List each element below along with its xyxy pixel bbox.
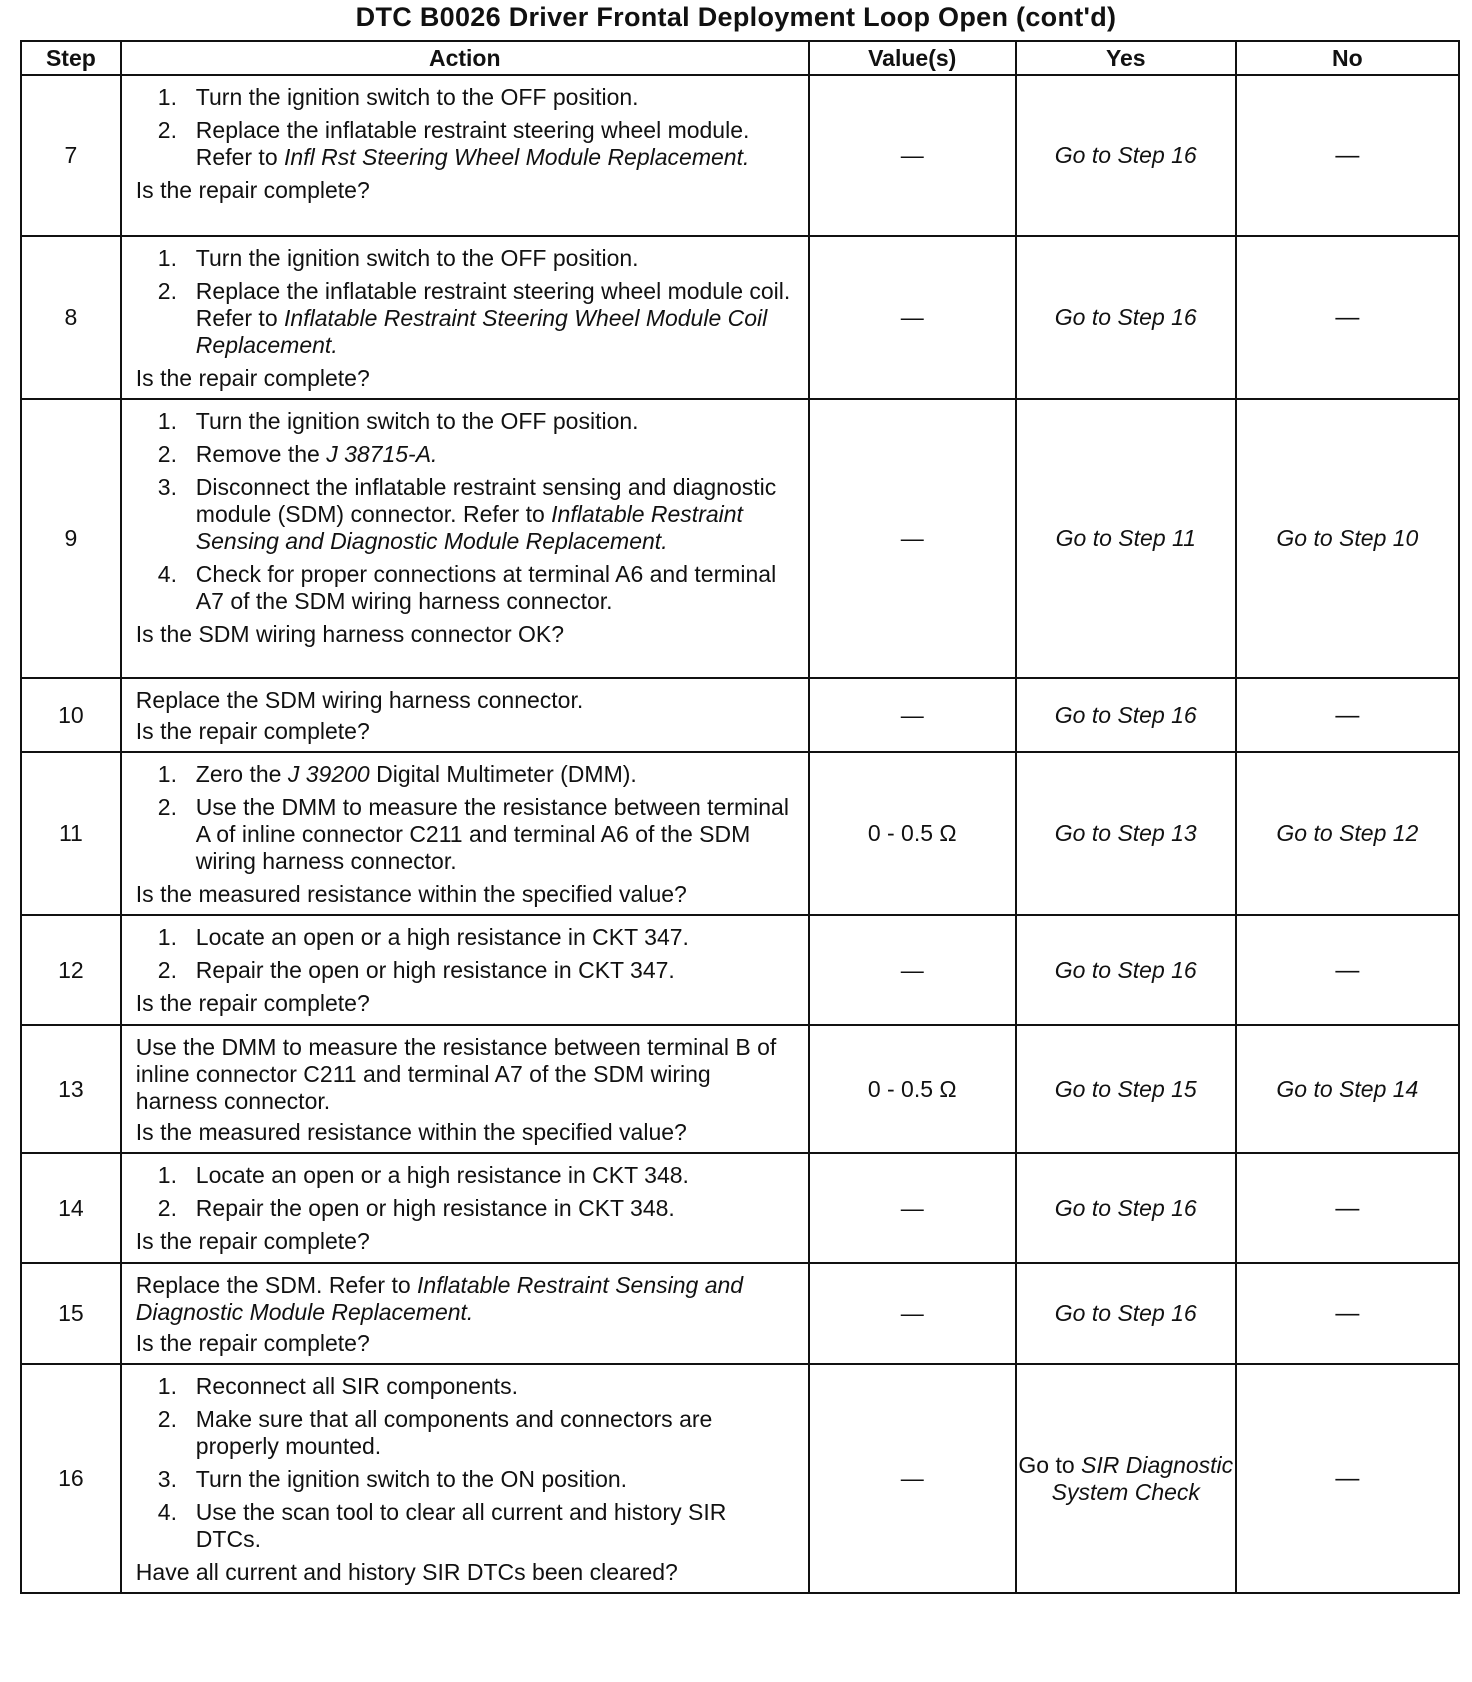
action-step-text	[196, 84, 639, 110]
action-text	[136, 1034, 798, 1115]
italic-reference: Infl Rst Steering Wheel Module Replacement.	[284, 144, 750, 170]
value-cell: —	[809, 399, 1016, 678]
action-text	[136, 1272, 798, 1326]
action-step	[136, 794, 798, 875]
yes-cell	[1016, 1364, 1236, 1593]
yes-cell	[1016, 915, 1236, 1025]
italic-reference: Inflatable Restraint Sensing and Diagnostic Module Replacement.	[135, 1272, 744, 1325]
action-step	[136, 1162, 798, 1189]
column-header-yes: Yes	[1016, 41, 1236, 75]
text-run: Go to	[1018, 1451, 1082, 1478]
value-cell: —	[809, 1364, 1016, 1593]
no-cell	[1236, 399, 1459, 678]
action-step-text	[196, 1373, 518, 1399]
no-text: —	[1335, 701, 1360, 729]
text-run: Turn the ignition switch to the OFF position.	[195, 84, 639, 110]
italic-reference: Inflatable Restraint Steering Wheel Module Coil Replacement.	[195, 305, 768, 358]
table-row	[21, 752, 1459, 915]
column-header-no: No	[1236, 41, 1459, 75]
action-question: Have all current and history SIR DTCs been cleared?	[135, 1559, 678, 1585]
action-cell	[121, 1364, 809, 1593]
action-step	[136, 761, 798, 788]
action-step-text	[196, 794, 789, 874]
no-text: —	[1335, 1194, 1360, 1222]
no-text: —	[1335, 956, 1360, 984]
no-cell	[1236, 678, 1459, 752]
action-question: Is the repair complete?	[135, 365, 370, 391]
action-step-number: 2.	[157, 117, 177, 143]
yes-text: Go to Step 16	[1054, 142, 1197, 168]
action-step-number: 2.	[157, 441, 177, 467]
value-cell: —	[809, 915, 1016, 1025]
text-run: Turn the ignition switch to the OFF position.	[195, 408, 639, 434]
table-row	[21, 915, 1459, 1025]
action-cell	[121, 1025, 809, 1153]
step-number: 15	[21, 1263, 121, 1364]
action-step-text	[196, 245, 639, 271]
text-run: Replace the inflatable restraint steering wheel module. Refer to	[195, 117, 750, 170]
action-steps-list	[136, 924, 798, 984]
no-text: —	[1335, 1300, 1360, 1327]
column-header-step: Step	[21, 41, 121, 75]
italic-reference: J 38715-A.	[326, 441, 438, 467]
action-step	[136, 474, 798, 555]
action-step	[136, 1195, 798, 1222]
no-cell	[1236, 1364, 1459, 1593]
action-step-text	[196, 1195, 675, 1221]
text-run: Turn the ignition switch to the OFF position.	[195, 245, 639, 271]
text-run: Use the DMM to measure the resistance between terminal A of inline connector C211 and terminal A6 of the SDM wiring harness connector.	[195, 794, 789, 874]
action-cell	[121, 752, 809, 915]
action-step-number: 2.	[157, 794, 177, 820]
step-number: 10	[21, 678, 121, 752]
action-step-text	[196, 408, 639, 434]
step-number: 11	[21, 752, 121, 915]
action-question: Is the repair complete?	[135, 1330, 370, 1356]
italic-reference: Inflatable Restraint Sensing and Diagnostic Module Replacement.	[195, 501, 743, 554]
action-steps-list	[136, 1162, 798, 1222]
text-run: Remove the	[195, 441, 327, 467]
action-step-number: 4.	[157, 561, 177, 587]
column-header-action: Action	[121, 41, 809, 75]
action-steps-list	[136, 245, 798, 359]
action-step-number: 1.	[157, 1373, 177, 1399]
text-run: Locate an open or a high resistance in CKT 347.	[195, 924, 689, 950]
action-step-number: 1.	[157, 408, 177, 434]
table-row	[21, 399, 1459, 678]
action-question: Is the measured resistance within the specified value?	[135, 1119, 687, 1145]
yes-cell	[1016, 75, 1236, 236]
action-step	[136, 117, 798, 171]
text-run: Repair the open or high resistance in CKT 348.	[195, 1195, 675, 1221]
no-text: —	[1335, 142, 1360, 169]
action-step	[136, 441, 798, 468]
action-step-text	[196, 561, 776, 614]
action-step-number: 4.	[157, 1499, 177, 1525]
action-step	[136, 924, 798, 951]
no-text: —	[1335, 304, 1360, 331]
no-cell	[1236, 236, 1459, 399]
action-steps-list	[136, 761, 798, 875]
action-step-number: 1.	[157, 245, 177, 271]
text-run: Zero the	[195, 761, 288, 787]
action-cell	[121, 678, 809, 752]
step-number: 14	[21, 1153, 121, 1263]
yes-cell	[1016, 399, 1236, 678]
action-step	[136, 1466, 798, 1493]
action-step-text	[196, 761, 637, 787]
value-cell: —	[809, 75, 1016, 236]
action-cell	[121, 236, 809, 399]
yes-text: Go to Step 15	[1054, 1075, 1197, 1102]
no-text: Go to Step 12	[1276, 820, 1419, 846]
step-number: 9	[21, 399, 121, 678]
table-row	[21, 1364, 1459, 1593]
table-row	[21, 678, 1459, 752]
action-step-number: 2.	[157, 1195, 177, 1221]
no-cell	[1236, 1263, 1459, 1364]
text-run: Check for proper connections at terminal A6 and terminal A7 of the SDM wiring harness connector.	[195, 561, 777, 614]
page-title: DTC B0026 Driver Frontal Deployment Loop Open (cont'd)	[355, 2, 1117, 32]
yes-cell	[1016, 678, 1236, 752]
action-cell	[121, 75, 809, 236]
no-cell	[1236, 915, 1459, 1025]
action-step	[136, 561, 798, 615]
text-run: Use the DMM to measure the resistance between terminal B of inline connector C211 and terminal A7 of the SDM wiring harness connector.	[135, 1034, 777, 1114]
text-run: Make sure that all components and connectors are properly mounted.	[195, 1406, 713, 1459]
yes-text: Go to Step 16	[1054, 304, 1197, 330]
step-number: 13	[21, 1025, 121, 1153]
action-steps-list	[136, 1373, 798, 1553]
table-row	[21, 1025, 1459, 1153]
action-step-number: 2.	[157, 1406, 177, 1432]
action-step	[136, 245, 798, 272]
action-step-number: 1.	[157, 924, 177, 950]
action-step-text	[196, 1499, 727, 1552]
no-text: Go to Step 14	[1276, 1075, 1419, 1102]
yes-cell	[1016, 1153, 1236, 1263]
yes-cell	[1016, 1025, 1236, 1153]
step-number: 12	[21, 915, 121, 1025]
action-step	[136, 957, 798, 984]
no-text: Go to Step 10	[1276, 525, 1419, 551]
text-run: Reconnect all SIR components.	[195, 1373, 518, 1399]
action-step-text	[196, 957, 675, 983]
diagnostic-table	[20, 40, 1460, 1594]
action-question: Is the repair complete?	[135, 990, 370, 1016]
step-number: 8	[21, 236, 121, 399]
column-header-values: Value(s)	[809, 41, 1016, 75]
yes-text: Go to Step 16	[1054, 701, 1197, 728]
action-question: Is the repair complete?	[135, 177, 370, 203]
value-cell: —	[809, 1263, 1016, 1364]
table-row	[21, 236, 1459, 399]
action-step-number: 1.	[157, 761, 177, 787]
action-step-number: 2.	[157, 957, 177, 983]
yes-text: Go to Step 11	[1055, 525, 1196, 551]
text-run: Replace the inflatable restraint steering wheel module coil. Refer to	[195, 278, 791, 331]
action-step	[136, 408, 798, 435]
action-step-text	[196, 441, 438, 467]
value-cell: —	[809, 1153, 1016, 1263]
text-run: Locate an open or a high resistance in CKT 348.	[195, 1162, 689, 1188]
yes-cell	[1016, 236, 1236, 399]
action-question: Is the repair complete?	[135, 1228, 370, 1254]
yes-cell	[1016, 752, 1236, 915]
text-run: Digital Multimeter (DMM).	[369, 761, 637, 787]
italic-reference: SIR Diagnostic System Check	[1051, 1451, 1234, 1505]
text-run: Turn the ignition switch to the ON position.	[195, 1466, 628, 1492]
action-cell	[121, 915, 809, 1025]
value-cell: 0 - 0.5 Ω	[809, 1025, 1016, 1153]
table-row	[21, 1263, 1459, 1364]
no-cell	[1236, 1025, 1459, 1153]
action-question: Is the measured resistance within the specified value?	[135, 881, 687, 907]
action-step-text	[196, 474, 776, 554]
action-step-text	[196, 278, 791, 358]
table-row	[21, 1153, 1459, 1263]
action-step	[136, 1406, 798, 1460]
action-cell	[121, 1153, 809, 1263]
yes-cell	[1016, 1263, 1236, 1364]
table-header-row	[21, 41, 1459, 75]
action-step	[136, 1373, 798, 1400]
action-step-text	[196, 924, 689, 950]
action-step-number: 3.	[157, 1466, 177, 1492]
action-question: Is the repair complete?	[135, 718, 370, 744]
no-cell	[1236, 75, 1459, 236]
text-run: Repair the open or high resistance in CKT 347.	[195, 957, 675, 983]
no-text: —	[1335, 1465, 1360, 1492]
step-number: 7	[21, 75, 121, 236]
action-cell	[121, 1263, 809, 1364]
italic-reference: J 39200	[287, 761, 370, 787]
action-step-number: 3.	[157, 474, 177, 500]
action-step-number: 1.	[157, 84, 177, 110]
value-cell: —	[809, 236, 1016, 399]
action-step-text	[196, 1406, 713, 1459]
yes-text: Go to Step 16	[1054, 1194, 1197, 1221]
action-text	[136, 687, 798, 714]
action-step-text	[196, 1162, 689, 1188]
value-cell: 0 - 0.5 Ω	[809, 752, 1016, 915]
table-row	[21, 75, 1459, 236]
text-run: Replace the SDM wiring harness connector.	[135, 687, 584, 713]
yes-text: Go to Step 16	[1054, 956, 1197, 983]
no-cell	[1236, 752, 1459, 915]
action-step-text	[196, 1466, 627, 1492]
action-cell	[121, 399, 809, 678]
table-body	[21, 75, 1459, 1593]
yes-text: Go to Step 16	[1054, 1300, 1197, 1326]
action-step-text	[196, 117, 750, 170]
step-number: 16	[21, 1364, 121, 1593]
action-question: Is the SDM wiring harness connector OK?	[135, 621, 565, 647]
action-step-number: 2.	[157, 278, 177, 304]
text-run: Use the scan tool to clear all current and history SIR DTCs.	[195, 1499, 727, 1552]
value-cell: —	[809, 678, 1016, 752]
action-step	[136, 1499, 798, 1553]
text-run: Disconnect the inflatable restraint sensing and diagnostic module (SDM) connector. Refer to	[195, 474, 777, 527]
yes-text: Go to Step 13	[1054, 820, 1197, 846]
action-step	[136, 278, 798, 359]
text-run: Replace the SDM. Refer to	[135, 1272, 418, 1298]
action-step	[136, 84, 798, 111]
action-steps-list	[136, 84, 798, 171]
no-cell	[1236, 1153, 1459, 1263]
action-steps-list	[136, 408, 798, 615]
action-step-number: 1.	[157, 1162, 177, 1188]
